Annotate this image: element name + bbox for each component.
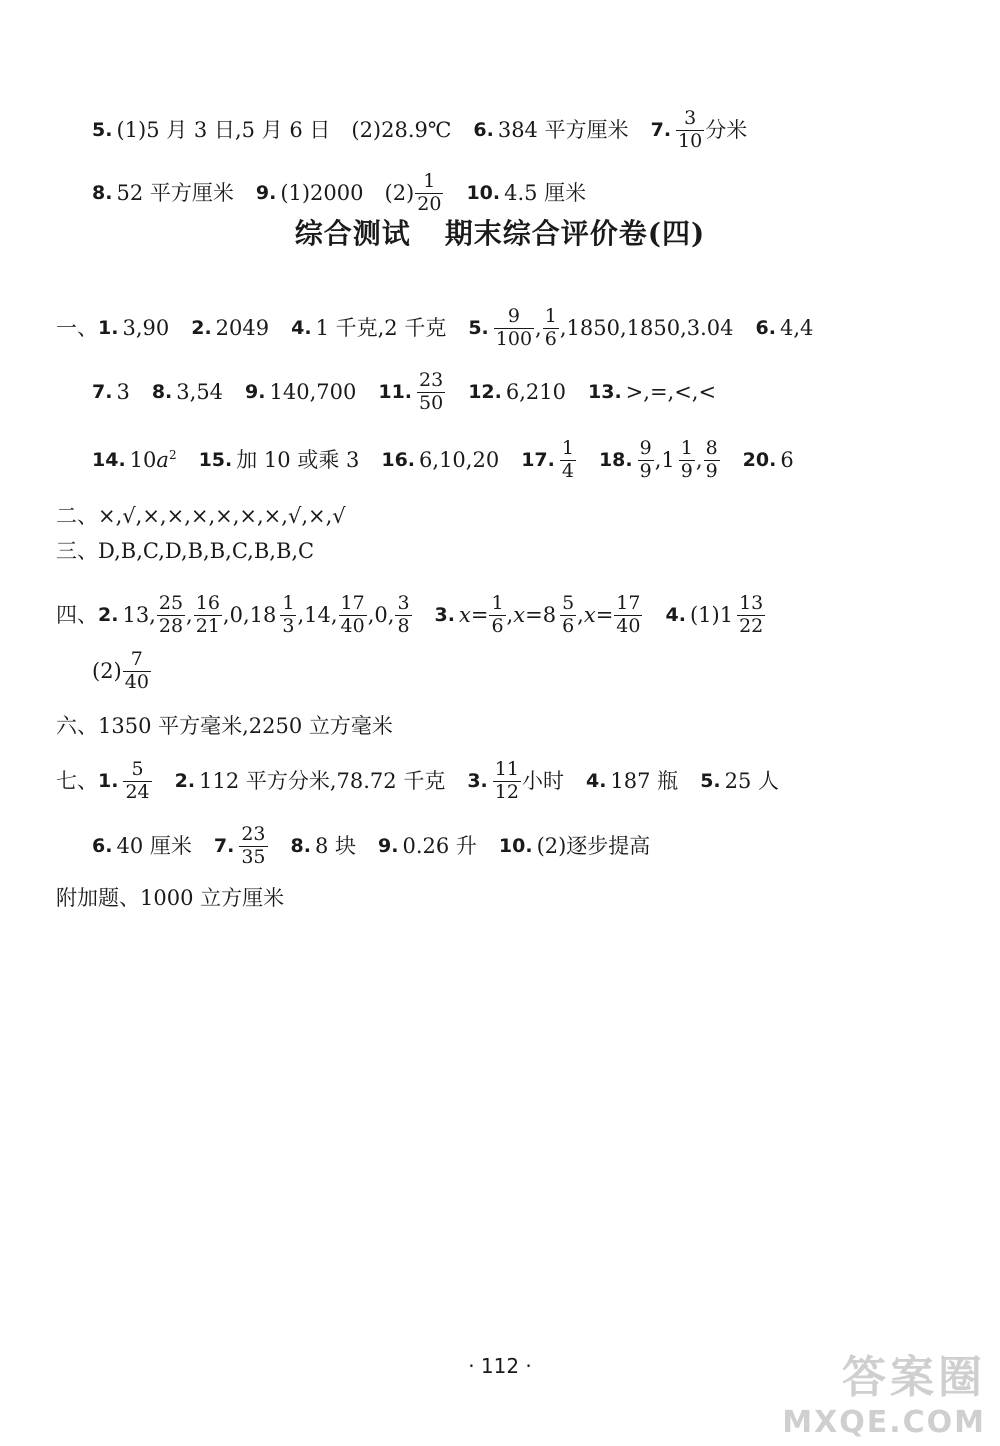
- section-1-line-3: [92, 432, 794, 488]
- item-number: 17.: [521, 448, 555, 471]
- item-number: 4.: [291, 316, 312, 339]
- title-part-b: 期末综合评价卷(四): [444, 217, 706, 250]
- variable: x: [583, 602, 596, 627]
- fraction: $\frac{8}{9}$: [705, 436, 718, 482]
- answer-text: (1): [689, 602, 720, 627]
- answer-text: 1 千克,2 千克: [315, 315, 447, 340]
- variable: x: [513, 602, 526, 627]
- equals: =: [595, 602, 614, 627]
- item-number: 11.: [378, 380, 413, 403]
- fraction: $\frac{9}{9}$: [639, 436, 652, 482]
- fraction: $\frac{7}{40}$: [124, 647, 149, 693]
- section-7-line-1: [56, 753, 779, 809]
- comma: ,: [535, 315, 542, 340]
- answer-text: 3,54: [176, 379, 224, 404]
- comma: ,: [695, 447, 703, 472]
- section-1-line-1: [56, 300, 813, 356]
- item-number: 10.: [466, 181, 501, 204]
- item-number: 4.: [665, 603, 686, 626]
- mixed-number: 1 $\frac{13}{22}$: [719, 591, 764, 637]
- answer-line-top-1: [92, 102, 747, 158]
- item-number: 2.: [191, 316, 212, 339]
- item-number: 8.: [290, 834, 311, 857]
- item-number: 3.: [434, 603, 455, 626]
- fraction: $\frac{3}{8}$: [397, 591, 410, 637]
- answer-text: 3,90: [122, 315, 170, 340]
- answer-text: (2): [92, 658, 122, 683]
- section-4-line-1: [56, 580, 766, 650]
- answer-text: 4,4: [779, 315, 814, 340]
- item-number: 5.: [92, 118, 113, 141]
- answer-text: (2)逐步提高: [536, 833, 651, 858]
- section-1-line-2: [92, 364, 716, 420]
- fraction: $\frac{16}{21}$: [195, 591, 220, 637]
- item-number: 1.: [98, 769, 119, 792]
- item-number: 1.: [98, 316, 119, 339]
- comma: ,: [577, 602, 584, 627]
- item-number: 6.: [92, 834, 113, 857]
- answer-text: $10a^2$: [129, 448, 177, 472]
- answer-text: ,1850,1850,3.04: [559, 315, 734, 340]
- mixed-number: 1 $\frac{1}{9}$: [661, 436, 693, 482]
- equals: =: [525, 602, 543, 627]
- answer-text: 3: [116, 379, 130, 404]
- answer-text: 187 瓶: [610, 768, 679, 793]
- item-number: 6.: [755, 316, 776, 339]
- answer-text: ,0,: [367, 602, 395, 627]
- fraction: $\frac{23}{50}$: [419, 368, 444, 414]
- answer-text: 25 人: [724, 768, 780, 793]
- item-number: 14.: [92, 448, 126, 471]
- fraction: $\frac{17}{40}$: [340, 591, 365, 637]
- answer-text: 小时: [521, 768, 564, 793]
- answer-text: ,0,: [222, 602, 250, 627]
- fraction: $\frac{23}{35}$: [241, 822, 266, 868]
- answer-text: (1)2000 (2): [280, 180, 415, 205]
- mixed-number: 18 $\frac{1}{3}$: [249, 591, 295, 637]
- fraction: $\frac{5}{24}$: [125, 757, 150, 803]
- fraction: $\frac{9}{100}$: [495, 304, 533, 350]
- answer-text: 52 平方厘米: [116, 180, 234, 205]
- fraction: $\frac{3}{10}$: [678, 106, 703, 152]
- answer-text: 2049: [215, 315, 270, 340]
- fraction: $\frac{1}{20}$: [417, 169, 442, 215]
- section-prefix: 四、: [56, 602, 98, 627]
- item-number: 6.: [473, 118, 494, 141]
- answer-text: 6: [780, 447, 794, 472]
- section-6-line: 六、1350 平方毫米,2250 立方毫米: [56, 713, 393, 738]
- item-number: 2.: [98, 603, 119, 626]
- answer-text: 6,10,20: [419, 447, 500, 472]
- answer-text: 分米: [705, 117, 748, 142]
- mixed-number: 8 $\frac{5}{6}$: [542, 591, 575, 637]
- comma: ,: [186, 602, 193, 627]
- item-number: 9.: [378, 834, 399, 857]
- section-3-line: 三、D,B,C,D,B,B,C,B,B,C: [56, 538, 315, 563]
- item-number: 2.: [174, 769, 196, 792]
- item-number: 12.: [468, 380, 502, 403]
- fraction: $\frac{1}{6}$: [544, 304, 557, 350]
- item-number: 8.: [151, 380, 173, 403]
- section-prefix: 七、: [56, 768, 98, 793]
- section-title: [0, 212, 1000, 252]
- answer-text: 40 厘米: [116, 833, 192, 858]
- item-number: 9.: [255, 181, 277, 204]
- item-number: 7.: [213, 834, 235, 857]
- item-number: 16.: [381, 448, 416, 471]
- watermark-logo: 答案圈 MXQE.COM: [782, 1352, 986, 1440]
- section-4-line-2: [92, 643, 152, 699]
- answer-text: 6,210: [505, 379, 566, 404]
- item-number: 4.: [585, 769, 607, 792]
- item-number: 7.: [92, 380, 113, 403]
- item-number: 15.: [198, 448, 233, 471]
- item-number: 3.: [467, 769, 488, 792]
- item-number: 18.: [598, 448, 633, 471]
- fraction: $\frac{1}{4}$: [561, 436, 574, 482]
- section-2-line: 二、×,√,×,×,×,×,×,×,√,×,√: [56, 503, 346, 528]
- title-part-a: 综合测试: [294, 217, 411, 250]
- answer-text: 加 10 或乘 3: [236, 447, 360, 472]
- extra-question-line: 附加题、1000 立方厘米: [56, 885, 285, 910]
- item-number: 7.: [650, 118, 672, 141]
- answer-text: 384 平方厘米: [497, 117, 629, 142]
- item-number: 8.: [92, 181, 113, 204]
- equals: =: [470, 602, 489, 627]
- fraction: $\frac{17}{40}$: [616, 591, 641, 637]
- answer-text: ,14,: [297, 602, 338, 627]
- page-number: · 112 ·: [468, 1354, 532, 1378]
- answer-text: 8 块: [314, 833, 356, 858]
- answer-text: 140,700: [269, 379, 357, 404]
- answer-text: 0.26 升: [402, 833, 477, 858]
- item-number: 20.: [742, 448, 777, 471]
- section-prefix: 一、: [56, 315, 98, 340]
- comma: ,: [654, 447, 662, 472]
- answer-text: (1)5 月 3 日,5 月 6 日 (2)28.9℃: [116, 117, 452, 142]
- item-number: 9.: [245, 380, 266, 403]
- item-number: 13.: [588, 380, 622, 403]
- fraction: $\frac{25}{28}$: [158, 591, 184, 637]
- answer-text: 112 平方分米,78.72 千克: [199, 768, 446, 793]
- section-7-line-2: [92, 818, 650, 874]
- answer-text: 13,: [122, 602, 156, 627]
- fraction: $\frac{1}{6}$: [491, 591, 504, 637]
- item-number: 10.: [498, 834, 533, 857]
- answer-text: 4.5 厘米: [504, 180, 587, 205]
- comma: ,: [506, 602, 514, 627]
- item-number: 5.: [700, 769, 721, 792]
- item-number: 5.: [468, 316, 489, 339]
- fraction: $\frac{11}{12}$: [494, 757, 519, 803]
- answer-text: >,=,<,<: [625, 379, 717, 404]
- variable: x: [459, 602, 471, 627]
